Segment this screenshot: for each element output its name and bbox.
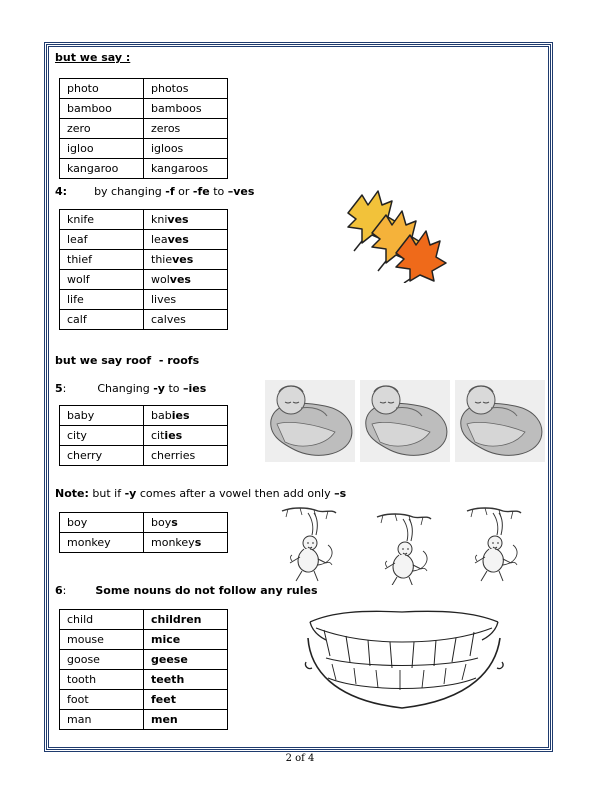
plural-cell: zeros [144,119,228,139]
singular-cell: thief [60,250,144,270]
table-row [60,159,228,179]
singular-cell: wolf [60,270,144,290]
rule-suffix: -f [165,185,175,198]
singular-cell: tooth [60,670,144,690]
plural-cell: mice [144,630,228,650]
singular-cell: cherry [60,446,144,466]
rule-text: Some nouns do not follow any rules [95,584,318,597]
singular-cell: leaf [60,230,144,250]
table-row [60,270,228,290]
plural-cell: men [144,710,228,730]
table-row [60,426,228,446]
plural-cell: thieves [144,250,228,270]
words-table-vowel-y [59,512,228,553]
singular-cell: child [60,610,144,630]
table-row [60,79,228,99]
table-row [60,533,228,553]
table-row [60,119,228,139]
singular-cell: life [60,290,144,310]
plural-cell: lives [144,290,228,310]
plural-cell: leaves [144,230,228,250]
table-row [60,630,228,650]
table-row [60,210,228,230]
table-row [60,406,228,426]
plural-cell: photos [144,79,228,99]
table-row [60,290,228,310]
table-row [60,610,228,630]
rule-text: Changing [97,382,154,395]
table-row [60,250,228,270]
plural-cell: kangaroos [144,159,228,179]
singular-cell: man [60,710,144,730]
words-table-f-endings [59,209,228,330]
singular-cell: boy [60,513,144,533]
singular-cell: calf [60,310,144,330]
plural-cell: monkeys [144,533,228,553]
table-row [60,139,228,159]
rule-suffix: –ies [183,382,207,395]
rule-number: 4: [55,185,68,198]
plural-cell: cherries [144,446,228,466]
rule-suffix: -y [153,382,165,395]
section-heading-but-we-say: but we say : [55,51,131,64]
singular-cell: kangaroo [60,159,144,179]
plural-cell: wolves [144,270,228,290]
rule-text: to [164,382,184,395]
plural-cell: bamboos [144,99,228,119]
singular-cell: city [60,426,144,446]
singular-cell: baby [60,406,144,426]
table-row [60,446,228,466]
singular-cell: igloo [60,139,144,159]
rule-text: to [209,185,228,198]
plural-cell: babies [144,406,228,426]
words-table-irregular [59,609,228,730]
roof-exception-note: but we say roof - roofs [55,354,200,367]
hanging-monkey-icon-row [278,505,538,585]
table-row [60,710,228,730]
teeth-mouth-icon [302,608,507,718]
singular-cell: foot [60,690,144,710]
plural-cell: calves [144,310,228,330]
vowel-y-note: Note: but if -y comes after a vowel then add only –s [55,487,347,500]
table-row [60,99,228,119]
rule-text: or [174,185,193,198]
plural-cell: geese [144,650,228,670]
sleeping-baby-icon [455,380,545,462]
singular-cell: bamboo [60,99,144,119]
singular-cell: mouse [60,630,144,650]
plural-cell: boys [144,513,228,533]
sleeping-baby-icon [360,380,450,462]
rule-6-heading: 6: Some nouns do not follow any rules [55,584,318,597]
singular-cell: goose [60,650,144,670]
plural-cell: cities [144,426,228,446]
rule-number: 6 [55,584,63,597]
table-row [60,230,228,250]
plural-cell: feet [144,690,228,710]
autumn-leaves-icon [340,183,450,283]
singular-cell: knife [60,210,144,230]
note-label: Note: [55,487,89,500]
hanging-monkey-icon [377,514,431,585]
table-row [60,670,228,690]
plural-cell: knives [144,210,228,230]
plural-cell: teeth [144,670,228,690]
plural-cell: igloos [144,139,228,159]
rule-4-heading [55,185,254,198]
rule-suffix: -fe [192,185,210,198]
table-row [60,310,228,330]
rule-suffix: –ves [227,185,255,198]
hanging-monkey-icon [282,508,336,581]
rule-text: by changing [94,185,166,198]
rule-number: 5 [55,382,63,395]
table-row [60,690,228,710]
hanging-monkey-icon [467,508,521,581]
rule-5-heading: 5: Changing -y to –ies [55,382,207,395]
words-table-y-endings [59,405,228,466]
table-row [60,513,228,533]
singular-cell: zero [60,119,144,139]
singular-cell: monkey [60,533,144,553]
page-number: 2 of 4 [285,753,315,764]
sleeping-baby-icon [265,380,355,462]
plural-cell: children [144,610,228,630]
table-row [60,650,228,670]
singular-cell: photo [60,79,144,99]
sleeping-baby-icon-row [265,380,545,462]
words-table-o-endings [59,78,228,179]
